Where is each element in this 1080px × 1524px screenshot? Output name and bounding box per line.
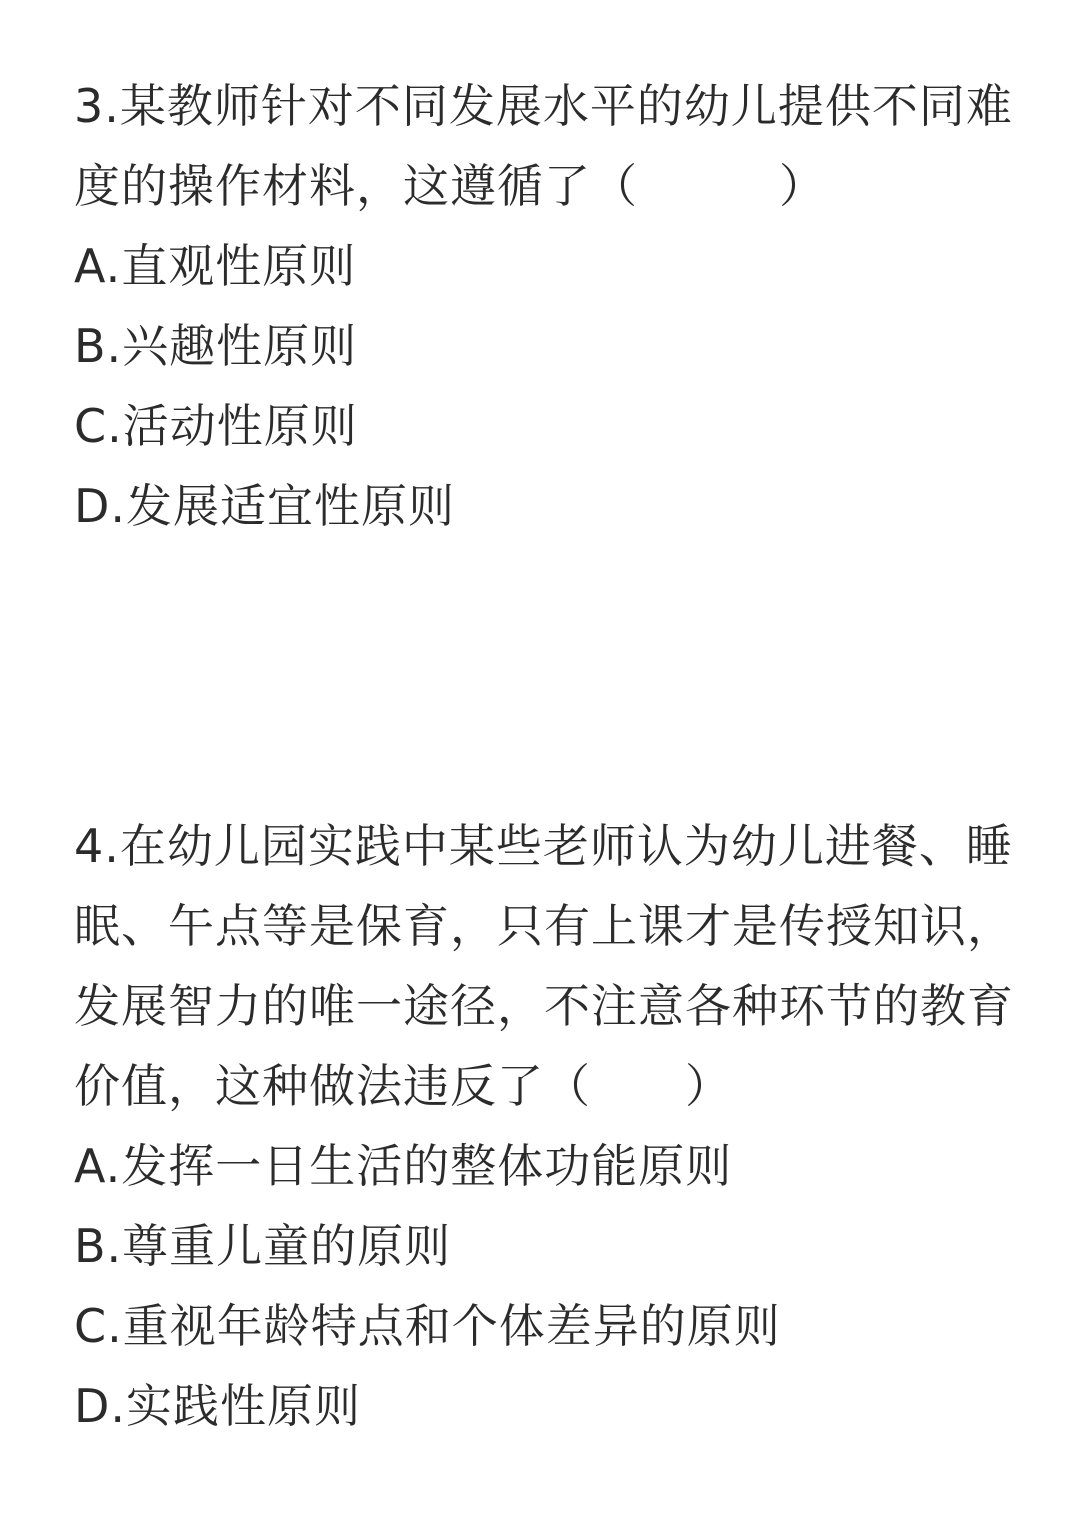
option-d: D.实践性原则 — [74, 1379, 362, 1433]
question-3 — [74, 66, 1014, 546]
option-c: C.活动性原则 — [74, 399, 358, 453]
option-b: B.兴趣性原则 — [74, 319, 358, 373]
option-list — [74, 226, 1014, 546]
option-list — [74, 1126, 1014, 1446]
option-c: C.重视年龄特点和个体差异的原则 — [74, 1299, 781, 1353]
question-stem: 3.某教师针对不同发展水平的幼儿提供不同难度的操作材料，这遵循了（ ） — [74, 79, 1013, 213]
option-d: D.发展适宜性原则 — [74, 479, 456, 533]
question-stem: 4.在幼儿园实践中某些老师认为幼儿进餐、睡眠、午点等是保育，只有上课才是传授知识，发展智力的唯一途径，不注意各种环节的教育价值，这种做法违反了（ ） — [74, 819, 1014, 1113]
question-4 — [74, 806, 1014, 1446]
option-a: A.发挥一日生活的整体功能原则 — [74, 1139, 733, 1193]
option-b: B.尊重儿童的原则 — [74, 1219, 452, 1273]
option-a: A.直观性原则 — [74, 239, 357, 293]
